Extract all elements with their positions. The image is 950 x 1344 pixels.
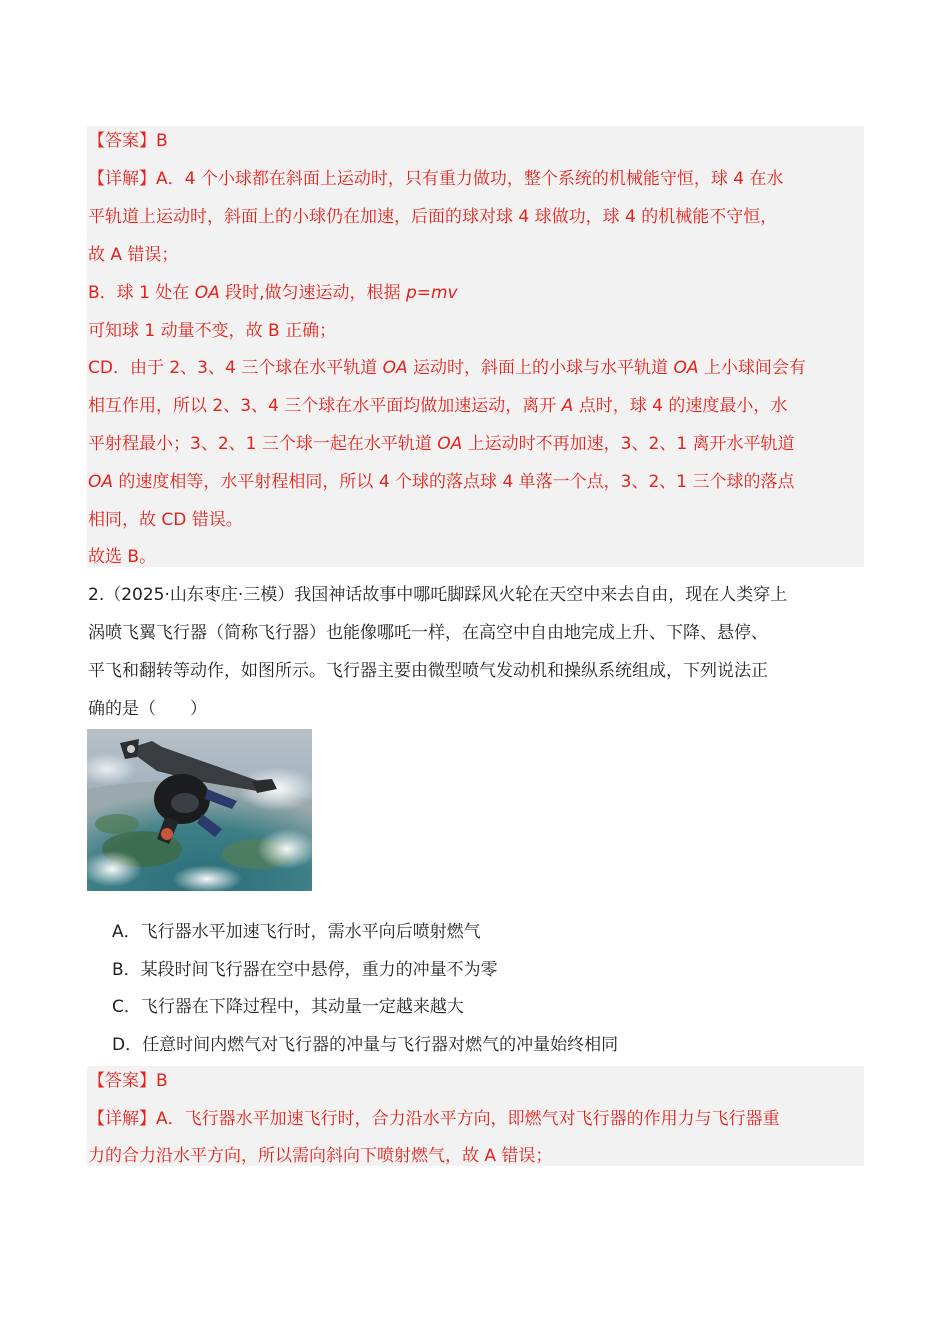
- text-span: 平射程最小；3、2、1 三个球一起在水平轨道: [88, 434, 438, 454]
- text-span: 相互作用，所以 2、3、4 三个球在水平面均做加速运动，离开: [88, 396, 562, 416]
- symbol-oa: OA: [673, 358, 699, 378]
- answer-label: 【答案】B: [88, 1071, 168, 1091]
- symbol-oa: OA: [88, 472, 114, 492]
- formula-momentum: p=mv: [405, 283, 458, 303]
- symbol-a: A: [561, 396, 574, 416]
- text-span: 的速度相等，水平射程相同，所以 4 个球的落点球 4 单落一个点，3、2、1 三个球的落点: [113, 472, 795, 492]
- wingsuit-photo: [87, 729, 312, 891]
- question-2-line-3: 平飞和翻转等动作，如图所示。飞行器主要由微型喷气发动机和操纵系统组成，下列说法正: [88, 661, 768, 681]
- text-span: 运动时，斜面上的小球与水平轨道: [407, 358, 674, 378]
- explanation-line-1: 【详解】A．4 个小球都在斜面上运动时，只有重力做功，整个系统的机械能守恒，球 4 在水: [88, 169, 784, 189]
- explanation-line-2: 力的合力沿水平方向，所以需向斜向下喷射燃气，故 A 错误；: [88, 1146, 553, 1166]
- text-span: 上运动时不再加速，3、2、1 离开水平轨道: [462, 434, 795, 454]
- text-span: CD．由于 2、3、4 三个球在水平轨道: [88, 358, 383, 378]
- symbol-oa: OA: [437, 434, 463, 454]
- text-span: B．球 1 处在: [88, 283, 195, 303]
- text-span: 段时,做匀速运动，根据: [219, 283, 406, 303]
- explanation-line-6: [88, 356, 806, 380]
- symbol-oa: OA: [382, 358, 408, 378]
- option-a: A．飞行器水平加速飞行时，需水平向后喷射燃气: [112, 922, 481, 942]
- answer-block-1: [87, 126, 864, 567]
- option-b: B．某段时间飞行器在空中悬停，重力的冲量不为零: [112, 960, 498, 980]
- explanation-line-5: 可知球 1 动量不变，故 B 正确；: [88, 321, 337, 341]
- text-span: 上小球间会有: [698, 358, 806, 378]
- question-2-line-2: 涡喷飞翼飞行器（简称飞行器）也能像哪吒一样，在高空中自由地完成上升、下降、悬停、: [88, 623, 768, 643]
- explanation-line-2: 平轨道上运动时，斜面上的小球仍在加速，后面的球对球 4 球做功，球 4 的机械能不守恒，: [88, 207, 778, 227]
- question-2-line-4: 确的是（ ）: [88, 699, 207, 719]
- option-c: C．飞行器在下降过程中，其动量一定越来越大: [112, 997, 464, 1017]
- explanation-line-8: [88, 432, 795, 456]
- explanation-line-11: 故选 B。: [88, 547, 157, 567]
- explanation-line-9: [88, 470, 795, 494]
- text-span: 点时，球 4 的速度最小，水: [573, 396, 788, 416]
- explanation-line-4: [88, 281, 458, 305]
- symbol-oa: OA: [194, 283, 220, 303]
- explanation-line-3: 故 A 错误；: [88, 245, 179, 265]
- answer-label: 【答案】B: [88, 131, 168, 151]
- question-2-line-1: 2.（2025·山东枣庄·三模）我国神话故事中哪吒脚踩风火轮在天空中来去自由，现在人类穿上: [88, 585, 788, 605]
- explanation-line-10: 相同，故 CD 错误。: [88, 510, 243, 530]
- explanation-line-1: 【详解】A．飞行器水平加速飞行时，合力沿水平方向，即燃气对飞行器的作用力与飞行器重: [88, 1109, 780, 1129]
- explanation-line-7: [88, 394, 787, 418]
- option-d: D．任意时间内燃气对飞行器的冲量与飞行器对燃气的冲量始终相同: [112, 1035, 619, 1055]
